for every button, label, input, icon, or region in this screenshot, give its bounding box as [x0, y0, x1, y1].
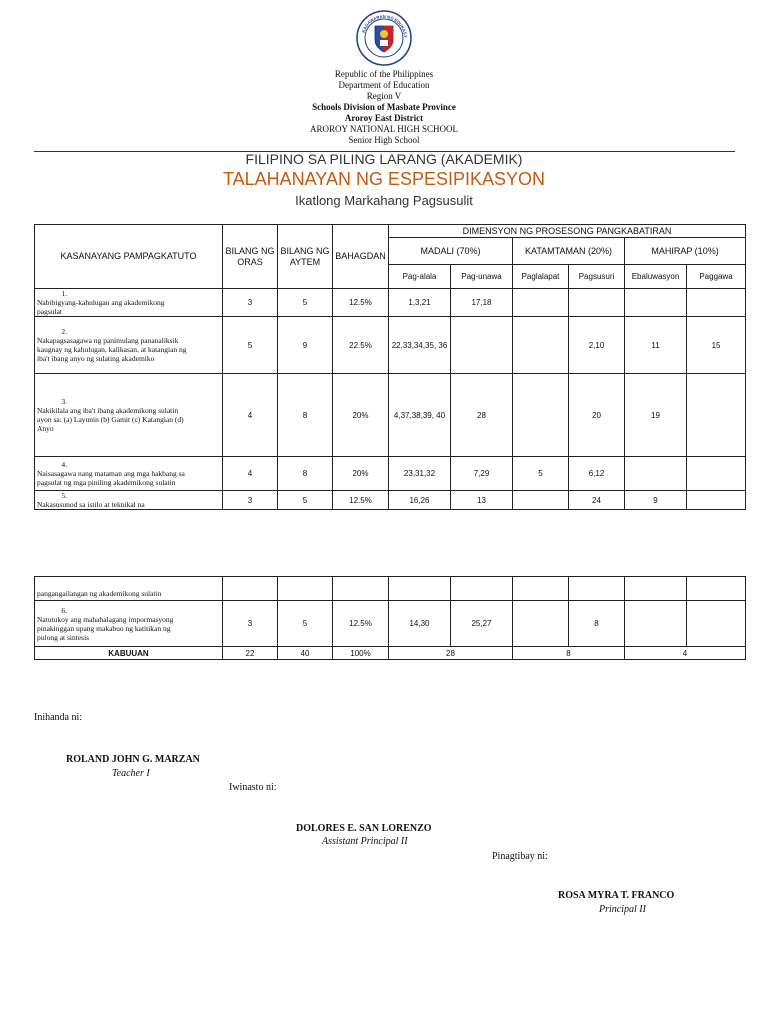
- percent-cell: 12.5%: [333, 601, 389, 647]
- competency-cell: [35, 601, 223, 647]
- approved-role: Principal II: [599, 904, 646, 915]
- row-number: 2.: [61, 327, 67, 336]
- competency-text-continued: pangangailangan ng akademikong sulatin: [37, 588, 162, 598]
- items-cell: 9: [278, 317, 333, 374]
- competency-cell: [35, 457, 223, 491]
- item-cell: [687, 374, 746, 457]
- items-cell: 8: [278, 457, 333, 491]
- hours-cell: 3: [223, 601, 278, 647]
- item-cell: 2,10: [569, 317, 625, 374]
- item-cell: [687, 601, 746, 647]
- republic-line: Republic of the Philippines: [334, 69, 434, 79]
- item-cell: 8: [569, 601, 625, 647]
- prepared-role: Teacher I: [112, 768, 150, 779]
- seal-text: KAGAWARAN NG EDUKASY: [360, 13, 409, 38]
- main-title: TALAHANAYAN NG ESPESIPIKASYON: [222, 169, 546, 189]
- exam-title: Ikatlong Markahang Pagsusulit: [295, 193, 473, 208]
- item-cell: [513, 601, 569, 647]
- sub-header: Pagsusuri: [569, 265, 625, 289]
- item-cell: 23,31,32: [389, 457, 451, 491]
- row-number: 6.: [61, 605, 67, 615]
- total-row: [35, 647, 746, 660]
- prepared-label: Inihanda ni:: [34, 712, 83, 723]
- competency-text: Natutukoy ang mahahalagang impormasyong pinakinggan upang makabuo ng katitikan ng pulong at sintesis: [37, 614, 174, 642]
- item-cell: 16,26: [389, 491, 451, 510]
- sub-header: Pag-unawa: [451, 265, 513, 289]
- competency-text: Nabibigyang-kahulugan ang akademikong pagsulat: [37, 298, 165, 316]
- items-cell: 5: [278, 601, 333, 647]
- percent-cell: 20%: [333, 457, 389, 491]
- percent-cell: 20%: [333, 374, 389, 457]
- checked-name: DOLORES E. SAN LORENZO: [296, 823, 432, 834]
- items-cell: 5: [278, 289, 333, 317]
- total-average: 8: [513, 647, 625, 660]
- competency-cell: [35, 577, 223, 601]
- hours-cell: 3: [223, 289, 278, 317]
- total-easy: 28: [389, 647, 513, 660]
- item-cell: [625, 457, 687, 491]
- total-difficult: 4: [625, 647, 746, 660]
- item-cell: 4,37,38,39, 40: [389, 374, 451, 457]
- specification-table-continued: [34, 576, 746, 660]
- col-header-percent: BAHAGDAN: [333, 225, 389, 289]
- total-percent: 100%: [333, 647, 389, 660]
- total-label: KABUUAN: [35, 647, 223, 660]
- competency-text: Naisasagawa nang mataman ang mga hakbang sa pagsulat ng mga piniling akademikong sulatin: [37, 469, 185, 487]
- district-line: Aroroy East District: [344, 113, 424, 123]
- table-row: [35, 577, 746, 601]
- item-cell: 25,27: [451, 601, 513, 647]
- sub-header: Pag-alala: [389, 265, 451, 289]
- item-cell: 6,12: [569, 457, 625, 491]
- item-cell: 1,3,21: [389, 289, 451, 317]
- hours-cell: 3: [223, 491, 278, 510]
- item-cell: [569, 289, 625, 317]
- col-header-difficult: MAHIRAP (10%): [625, 238, 746, 265]
- total-items: 40: [278, 647, 333, 660]
- item-cell: [687, 289, 746, 317]
- level-line: Senior High School: [348, 135, 420, 145]
- item-cell: 24: [569, 491, 625, 510]
- subject-title: FILIPINO SA PILING LARANG (AKADEMIK): [245, 151, 523, 167]
- school-line: AROROY NATIONAL HIGH SCHOOL: [309, 124, 459, 134]
- deped-seal: [356, 10, 412, 66]
- item-cell: [687, 457, 746, 491]
- item-cell: [625, 601, 687, 647]
- specification-table: [34, 224, 746, 510]
- item-cell: 20: [569, 374, 625, 457]
- table-row: [35, 491, 746, 510]
- item-cell: [513, 491, 569, 510]
- sub-header: Paggawa: [687, 265, 746, 289]
- item-cell: [625, 289, 687, 317]
- percent-cell: 22.5%: [333, 317, 389, 374]
- checked-role: Assistant Principal II: [322, 836, 408, 847]
- item-cell: 15: [687, 317, 746, 374]
- col-header-easy: MADALI (70%): [389, 238, 513, 265]
- table-row: [35, 317, 746, 374]
- total-hours: 22: [223, 647, 278, 660]
- competency-cell: [35, 289, 223, 317]
- item-cell: 17,18: [451, 289, 513, 317]
- row-number: 3.: [61, 397, 67, 406]
- approved-label: Pinagtibay ni:: [492, 851, 548, 862]
- prepared-name: ROLAND JOHN G. MARZAN: [66, 754, 200, 765]
- item-cell: 22,33,34,35, 36: [389, 317, 451, 374]
- row-number: 4.: [61, 460, 67, 469]
- items-cell: 5: [278, 491, 333, 510]
- col-header-dimension: DIMENSYON NG PROSESONG PANGKABATIRAN: [389, 225, 746, 238]
- item-cell: [687, 491, 746, 510]
- competency-text: Nakasusunod sa istilo at teknikal na: [37, 500, 145, 509]
- competency-cell: [35, 317, 223, 374]
- approved-name: ROSA MYRA T. FRANCO: [558, 890, 675, 901]
- competency-cell: [35, 491, 223, 510]
- competency-text: Nakikilala ang iba't ibang akademikong sulatin ayon sa: (a) Layunin (b) Gamit (c) Katangian (d) Anyo: [37, 406, 184, 433]
- hours-cell: 5: [223, 317, 278, 374]
- letterhead: [0, 69, 768, 146]
- region-line: Region V: [366, 91, 402, 101]
- division-line: Schools Division of Masbate Province: [312, 102, 456, 112]
- item-cell: 13: [451, 491, 513, 510]
- item-cell: 11: [625, 317, 687, 374]
- row-number: 5.: [61, 491, 67, 500]
- item-cell: 5: [513, 457, 569, 491]
- item-cell: [513, 374, 569, 457]
- department-line: Department of Education: [338, 80, 430, 90]
- item-cell: [513, 317, 569, 374]
- table-row: [35, 457, 746, 491]
- percent-cell: 12.5%: [333, 491, 389, 510]
- item-cell: 14,30: [389, 601, 451, 647]
- hours-cell: 4: [223, 374, 278, 457]
- checked-label: Iwinasto ni:: [229, 782, 277, 793]
- item-cell: 7,29: [451, 457, 513, 491]
- items-cell: 8: [278, 374, 333, 457]
- sub-header: Ebaluwasyon: [625, 265, 687, 289]
- item-cell: 28: [451, 374, 513, 457]
- col-header-average: KATAMTAMAN (20%): [513, 238, 625, 265]
- competency-text: Nakapagsasagawa ng panimulang pananaliksik kaugnay ng kahulugan, kalikasan, at katangian ng iba't ibang anyo ng sulating akademiko: [37, 336, 187, 363]
- row-number: 1.: [61, 289, 67, 298]
- col-header-hours: BILANG NG ORAS: [223, 225, 278, 289]
- col-header-competency: KASANAYANG PAMPAGKATUTO: [35, 225, 223, 289]
- item-cell: 19: [625, 374, 687, 457]
- table-row: [35, 374, 746, 457]
- item-cell: [451, 317, 513, 374]
- hours-cell: 4: [223, 457, 278, 491]
- percent-cell: 12.5%: [333, 289, 389, 317]
- table-row: [35, 289, 746, 317]
- col-header-items: BILANG NG AYTEM: [278, 225, 333, 289]
- table-row: [35, 601, 746, 647]
- item-cell: [513, 289, 569, 317]
- sub-header: Paglalapat: [513, 265, 569, 289]
- competency-cell: [35, 374, 223, 457]
- item-cell: 9: [625, 491, 687, 510]
